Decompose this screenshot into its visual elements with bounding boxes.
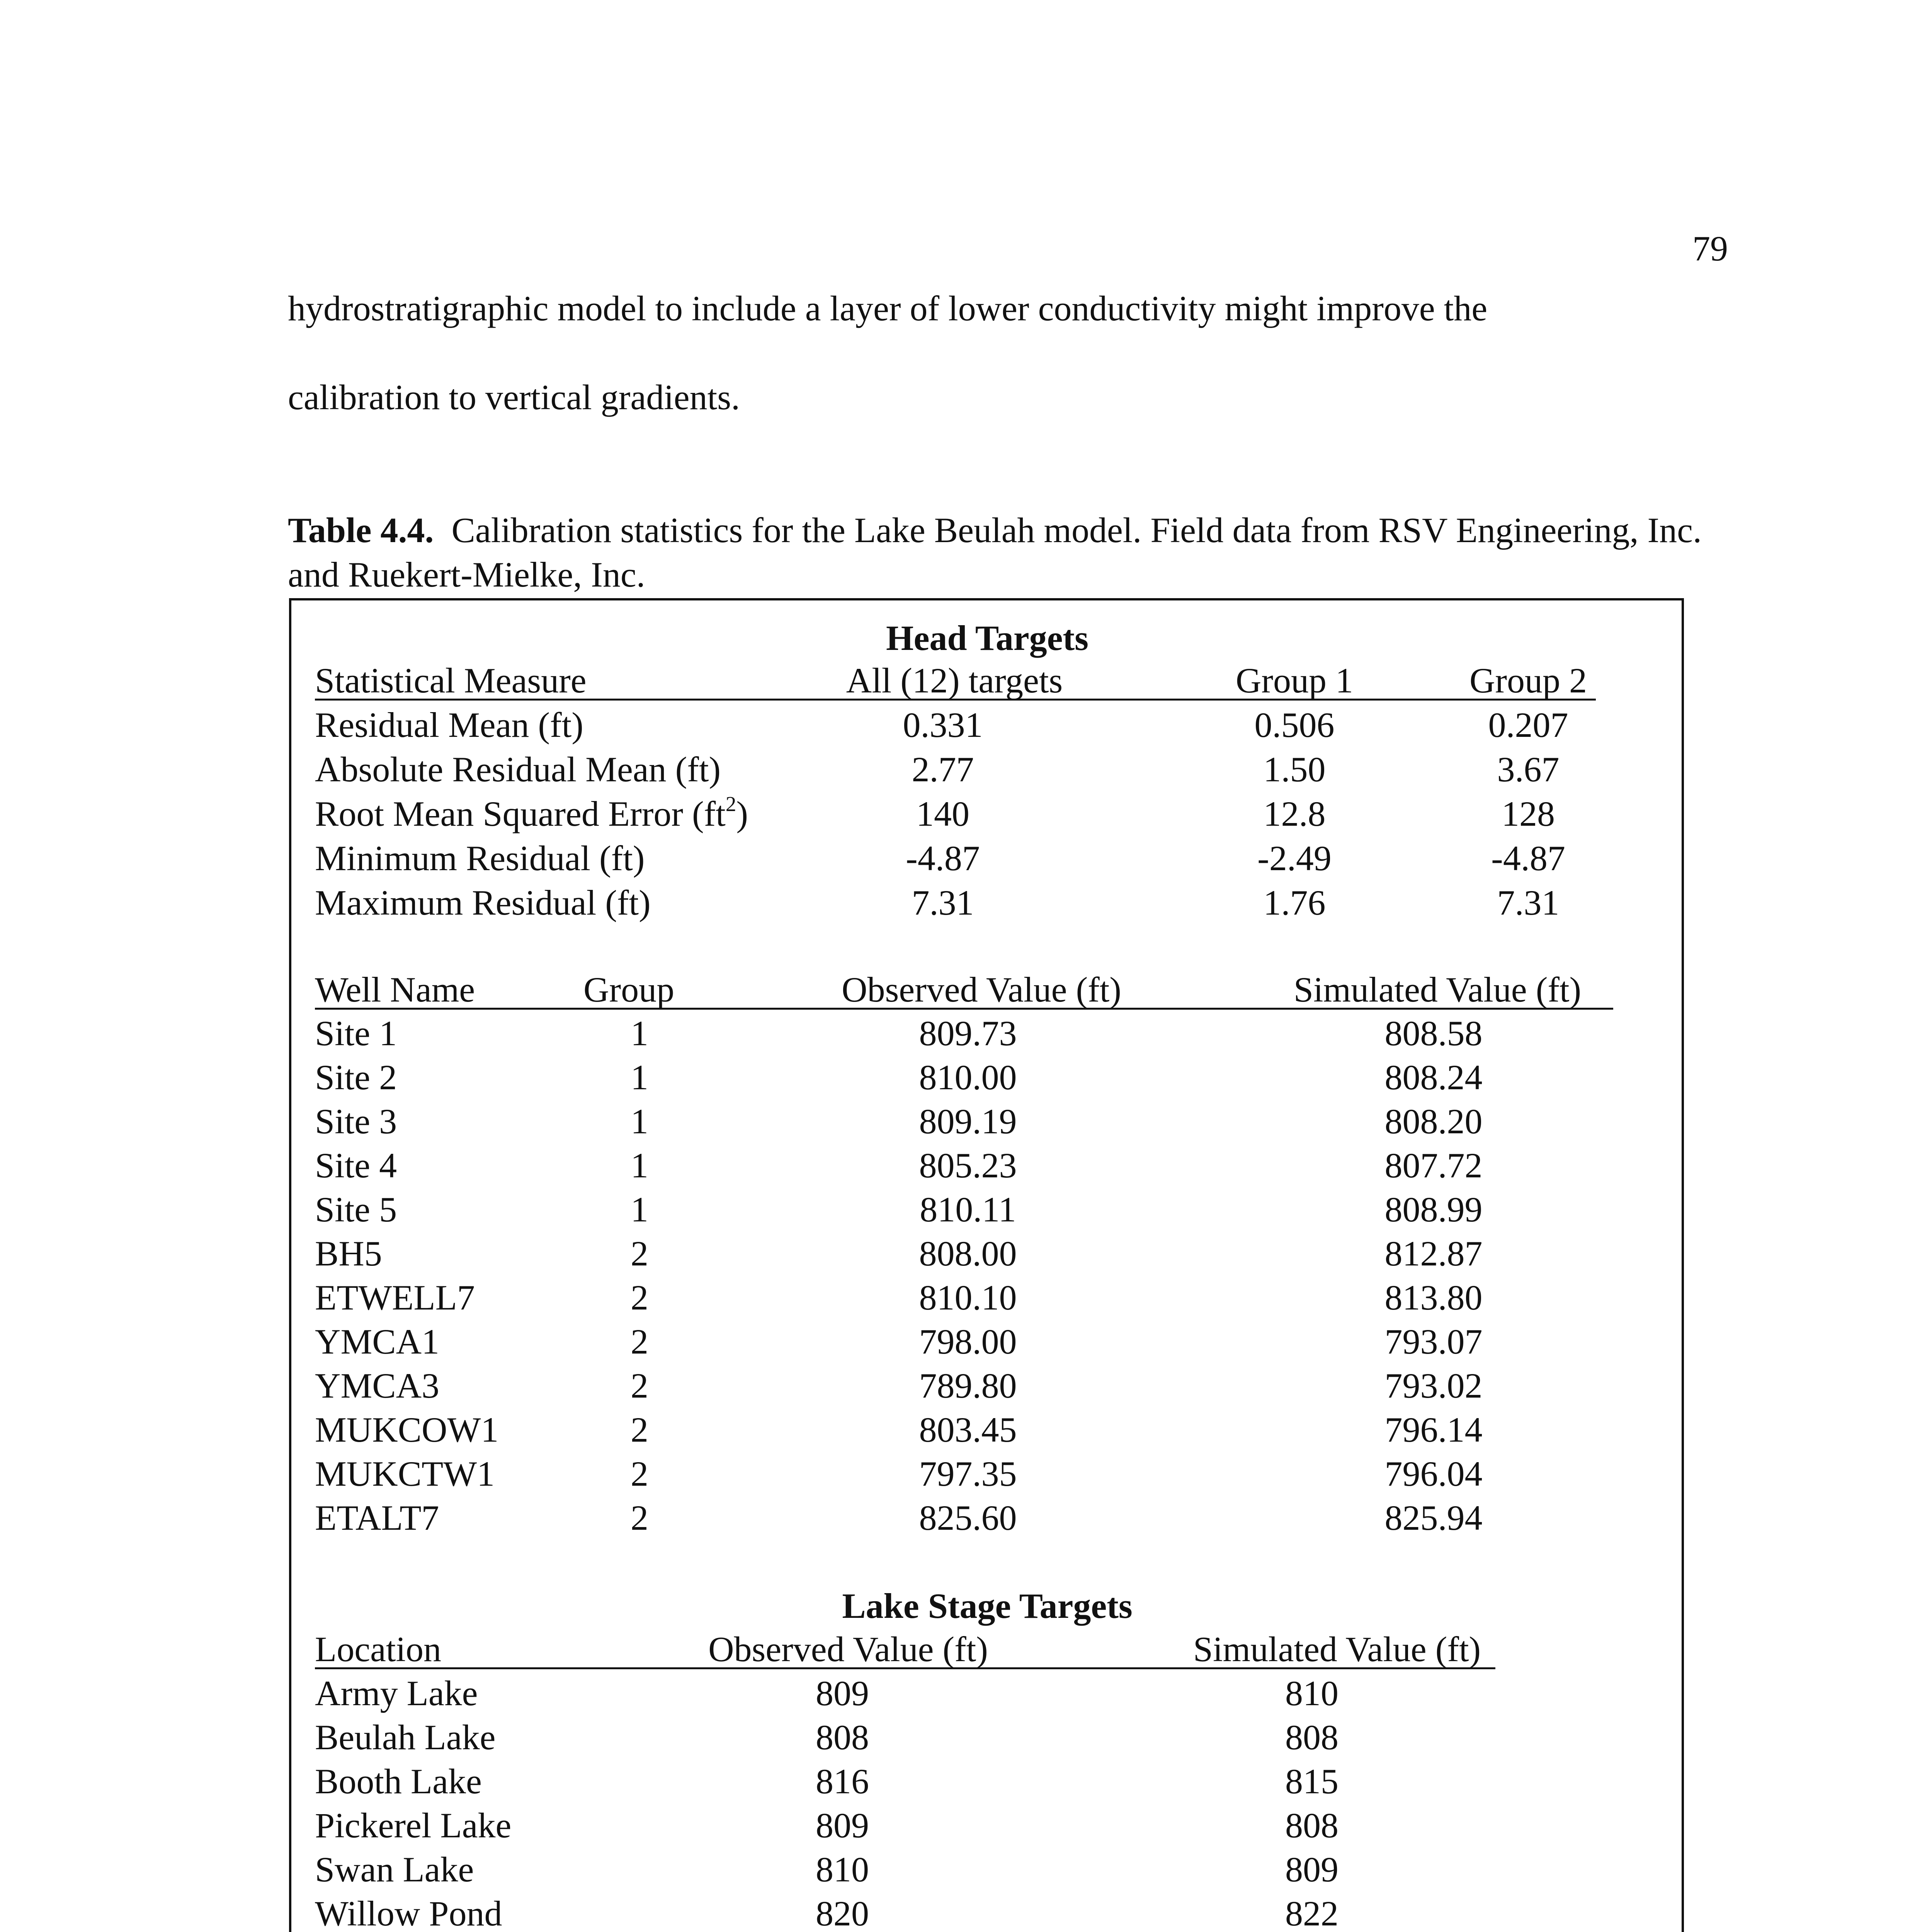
head-row-group2: 7.31 xyxy=(1497,883,1560,922)
well-row-group: 1 xyxy=(631,1146,648,1185)
well-row-name: ETALT7 xyxy=(315,1498,439,1537)
well-row-observed: 809.19 xyxy=(919,1102,1017,1141)
well-row-group: 2 xyxy=(631,1498,648,1537)
well-row-group: 2 xyxy=(631,1278,648,1317)
lake-row-location: Booth Lake xyxy=(315,1762,482,1801)
lake-row-observed: 810 xyxy=(816,1850,869,1889)
well-row-name: MUKCOW1 xyxy=(315,1410,499,1449)
well-row-name: ETWELL7 xyxy=(315,1278,475,1317)
lake-row-simulated: 808 xyxy=(1285,1718,1338,1757)
well-header-rule xyxy=(315,1008,1613,1010)
lake-stage-title: Lake Stage Targets xyxy=(842,1586,1133,1626)
lake-row-observed: 816 xyxy=(816,1762,869,1801)
head-row-group2: 3.67 xyxy=(1497,750,1560,789)
lake-row-location: Beulah Lake xyxy=(315,1718,496,1757)
head-header-all: All (12) targets xyxy=(846,661,1063,700)
head-header-rule-2 xyxy=(850,699,1596,701)
well-row-simulated: 808.99 xyxy=(1384,1190,1483,1229)
well-row-observed: 810.00 xyxy=(919,1058,1017,1097)
lake-row-simulated: 809 xyxy=(1285,1850,1338,1889)
head-row-group2: 128 xyxy=(1502,794,1555,833)
well-row-group: 1 xyxy=(631,1014,648,1053)
well-row-name: YMCA1 xyxy=(315,1322,440,1361)
lake-row-observed: 808 xyxy=(816,1718,869,1757)
caption-text: Calibration statistics for the Lake Beulah model. Field data from RSV Engineering, Inc. and Ruekert-Mielke, Inc. xyxy=(288,510,1702,594)
head-header-measure: Statistical Measure xyxy=(315,661,587,700)
well-row-observed: 805.23 xyxy=(919,1146,1017,1185)
head-row-group1: 1.76 xyxy=(1263,883,1326,922)
well-row-name: BH5 xyxy=(315,1234,382,1273)
head-row-group1: -2.49 xyxy=(1257,838,1332,878)
head-header-group1: Group 1 xyxy=(1235,661,1354,700)
lake-row-location: Army Lake xyxy=(315,1673,478,1713)
well-row-simulated: 796.14 xyxy=(1384,1410,1483,1449)
well-row-group: 1 xyxy=(631,1102,648,1141)
well-row-name: Site 1 xyxy=(315,1014,397,1053)
well-row-observed: 789.80 xyxy=(919,1366,1017,1405)
well-row-group: 2 xyxy=(631,1410,648,1449)
well-row-observed: 803.45 xyxy=(919,1410,1017,1449)
lake-header-location: Location xyxy=(315,1629,441,1669)
well-row-name: Site 5 xyxy=(315,1190,397,1229)
well-row-simulated: 807.72 xyxy=(1384,1146,1483,1185)
head-row-all: 0.331 xyxy=(903,705,983,745)
well-row-observed: 798.00 xyxy=(919,1322,1017,1361)
lake-row-simulated: 808 xyxy=(1285,1806,1338,1845)
paragraph-line-2: calibration to vertical gradients. xyxy=(288,378,740,417)
well-row-group: 1 xyxy=(631,1190,648,1229)
head-row-measure: Maximum Residual (ft) xyxy=(315,883,651,922)
lake-header-rule xyxy=(315,1667,1495,1669)
well-row-group: 1 xyxy=(631,1058,648,1097)
well-row-name: Site 2 xyxy=(315,1058,397,1097)
well-row-observed: 797.35 xyxy=(919,1454,1017,1493)
table-caption xyxy=(288,508,1718,597)
well-header-observed: Observed Value (ft) xyxy=(842,970,1121,1009)
well-row-observed: 810.10 xyxy=(919,1278,1017,1317)
well-row-observed: 809.73 xyxy=(919,1014,1017,1053)
well-header-simulated: Simulated Value (ft) xyxy=(1293,970,1582,1009)
head-row-group1: 0.506 xyxy=(1254,705,1335,745)
well-row-simulated: 808.58 xyxy=(1384,1014,1483,1053)
head-row-all: 7.31 xyxy=(912,883,974,922)
lake-header-simulated: Simulated Value (ft) xyxy=(1193,1629,1481,1669)
well-row-simulated: 808.20 xyxy=(1384,1102,1483,1141)
lake-row-observed: 809 xyxy=(816,1806,869,1845)
lake-row-simulated: 810 xyxy=(1285,1673,1338,1713)
head-row-measure: Minimum Residual (ft) xyxy=(315,838,645,878)
head-row-group2: -4.87 xyxy=(1491,838,1565,878)
lake-row-simulated: 815 xyxy=(1285,1762,1338,1801)
head-row-group1: 12.8 xyxy=(1263,794,1326,833)
head-row-measure: Residual Mean (ft) xyxy=(315,705,583,745)
lake-header-observed: Observed Value (ft) xyxy=(708,1629,988,1669)
well-row-simulated: 808.24 xyxy=(1384,1058,1483,1097)
head-header-group2: Group 2 xyxy=(1469,661,1587,700)
well-row-observed: 810.11 xyxy=(920,1190,1016,1229)
well-row-name: Site 3 xyxy=(315,1102,397,1141)
head-row-measure: Root Mean Squared Error $(ft^2)$ xyxy=(315,792,748,833)
head-header-rule-1 xyxy=(315,699,887,701)
head-row-group2: 0.207 xyxy=(1488,705,1568,745)
well-row-observed: 825.60 xyxy=(919,1498,1017,1537)
well-row-observed: 808.00 xyxy=(919,1234,1017,1273)
lake-row-simulated: 822 xyxy=(1285,1894,1338,1932)
well-row-name: MUKCTW1 xyxy=(315,1454,495,1493)
well-row-name: YMCA3 xyxy=(315,1366,440,1405)
well-row-simulated: 813.80 xyxy=(1384,1278,1483,1317)
well-row-group: 2 xyxy=(631,1234,648,1273)
lake-row-observed: 820 xyxy=(816,1894,869,1932)
head-row-all: 2.77 xyxy=(912,750,974,789)
well-row-simulated: 796.04 xyxy=(1384,1454,1483,1493)
well-row-simulated: 825.94 xyxy=(1384,1498,1483,1537)
head-targets-title: Head Targets xyxy=(886,618,1088,658)
page-number: 79 xyxy=(1692,229,1728,268)
lake-row-location: Willow Pond xyxy=(315,1894,502,1932)
well-row-simulated: 793.07 xyxy=(1384,1322,1483,1361)
lake-row-location: Swan Lake xyxy=(315,1850,474,1889)
well-header-group: Group xyxy=(583,970,675,1009)
lake-row-observed: 809 xyxy=(816,1673,869,1713)
well-row-group: 2 xyxy=(631,1454,648,1493)
caption-label: Table 4.4. xyxy=(288,510,434,550)
well-row-simulated: 812.87 xyxy=(1384,1234,1483,1273)
well-row-group: 2 xyxy=(631,1322,648,1361)
well-row-name: Site 4 xyxy=(315,1146,397,1185)
head-row-group1: 1.50 xyxy=(1263,750,1326,789)
well-header-name: Well Name xyxy=(315,970,475,1009)
head-row-all: -4.87 xyxy=(906,838,980,878)
paragraph-line-1: hydrostratigraphic model to include a layer of lower conductivity might improve the xyxy=(288,289,1488,328)
head-row-all: 140 xyxy=(916,794,969,833)
lake-row-location: Pickerel Lake xyxy=(315,1806,512,1845)
head-row-measure: Absolute Residual Mean (ft) xyxy=(315,750,721,789)
well-row-group: 2 xyxy=(631,1366,648,1405)
well-row-simulated: 793.02 xyxy=(1384,1366,1483,1405)
